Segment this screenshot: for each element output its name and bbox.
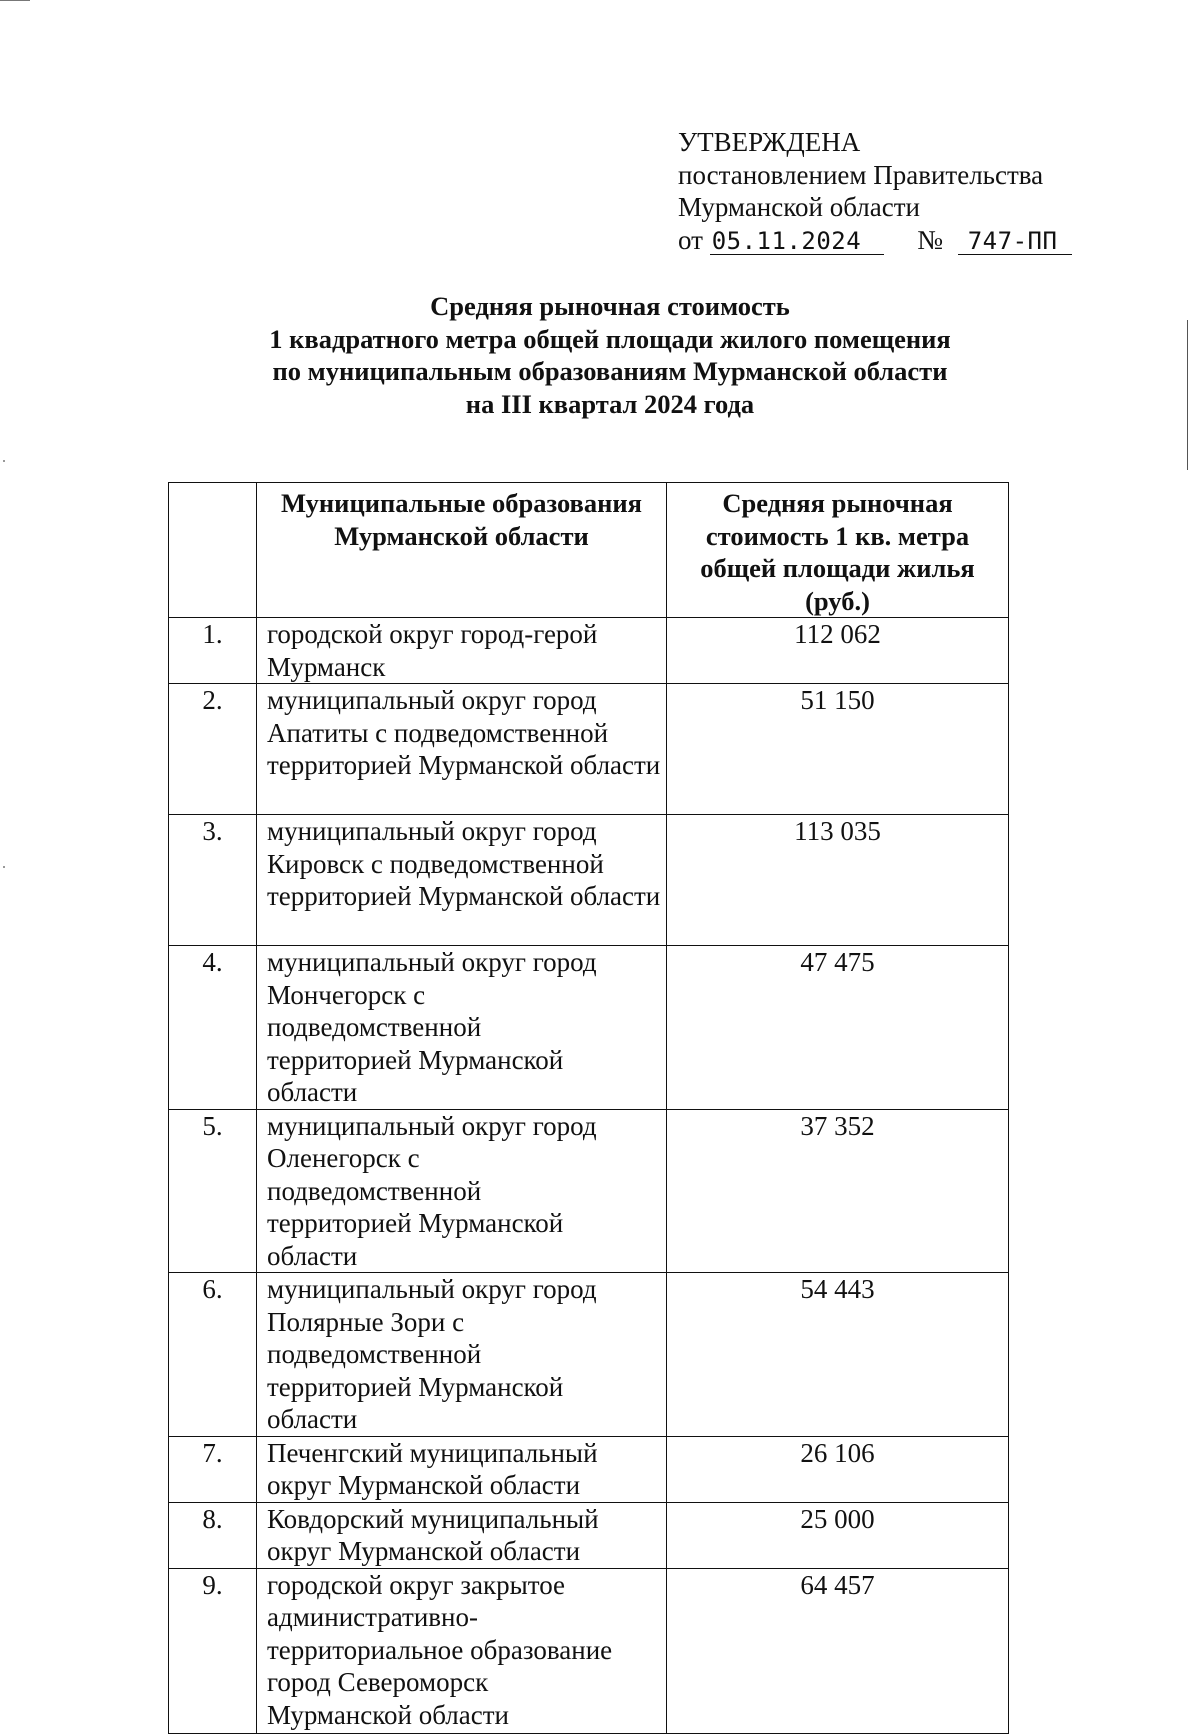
number-sign: № [917,224,943,255]
table-row [169,1273,1009,1437]
row-num: 3. [169,815,257,946]
row-municipality: городской округ закрытое административно-территориальное образование город Североморск Мурманской области [257,1568,667,1733]
row-num: 8. [169,1502,257,1568]
approval-date-line [678,224,1072,257]
table-row [169,815,1009,946]
row-num: 7. [169,1436,257,1502]
row-price: 64 457 [667,1568,1009,1733]
approval-region: Мурманской области [678,192,920,222]
approval-number: 747-ПП [958,228,1072,255]
row-municipality: городской округ город-герой Мурманск [257,618,667,684]
row-municipality: муниципальный округ город Апатиты с подведомственной территорией Мурманской области [257,684,667,815]
row-num: 4. [169,946,257,1110]
row-municipality: Ковдорский муниципальный округ Мурманской области [257,1502,667,1568]
title-line-1: Средняя рыночная стоимость [430,291,790,321]
table-row [169,1109,1009,1273]
approval-heading: УТВЕРЖДЕНА [678,127,861,157]
row-price: 37 352 [667,1109,1009,1273]
row-num: 6. [169,1273,257,1437]
row-price: 26 106 [667,1436,1009,1502]
row-price: 25 000 [667,1502,1009,1568]
header-price [667,483,1009,618]
row-num: 9. [169,1568,257,1733]
row-municipality: муниципальный округ город Мончегорск с подведомственной территорией Мурманской области [257,946,667,1110]
row-price: 113 035 [667,815,1009,946]
row-municipality: муниципальный округ город Оленегорск с подведомственной территорией Мурманской области [257,1109,667,1273]
row-municipality: муниципальный округ город Кировск с подведомственной территорией Мурманской области [257,815,667,946]
row-municipality: Печенгский муниципальный округ Мурманской области [257,1436,667,1502]
date-prefix: от [678,224,703,255]
title-line-4: на III квартал 2024 года [465,388,755,419]
approval-stamp-block [678,126,1072,256]
header-num [169,483,257,618]
scan-edge-mark [1187,320,1188,470]
title-line-3: по муниципальным образованиям Мурманской области [272,356,948,386]
header-price-text: Средняя рыночная стоимость 1 кв. метра общей площади жилья (руб.) [700,488,975,616]
document-title [150,290,1070,420]
title-line-2: 1 квадратного метра общей площади жилого помещения [269,323,951,354]
approval-date: 05.11.2024 [710,228,884,255]
price-table [168,482,1009,1734]
scan-dot [3,460,5,462]
header-municipality [257,483,667,618]
row-price: 47 475 [667,946,1009,1110]
table-row [169,1502,1009,1568]
table-row [169,1568,1009,1733]
row-num: 5. [169,1109,257,1273]
table-header-row [169,483,1009,618]
scan-dot [3,866,5,868]
table-row [169,1436,1009,1502]
row-num: 1. [169,618,257,684]
row-municipality: муниципальный округ город Полярные Зори с подведомственной территорией Мурманской области [257,1273,667,1437]
row-price: 51 150 [667,684,1009,815]
row-price: 112 062 [667,618,1009,684]
row-price: 54 443 [667,1273,1009,1437]
approval-issuer: постановлением Правительства [678,159,1044,190]
header-municipality-text: Муниципальные образования Мурманской области [281,488,642,551]
scan-corner-mark [0,0,30,1]
row-num: 2. [169,684,257,815]
table-row [169,946,1009,1110]
table-row [169,618,1009,684]
table-row [169,684,1009,815]
